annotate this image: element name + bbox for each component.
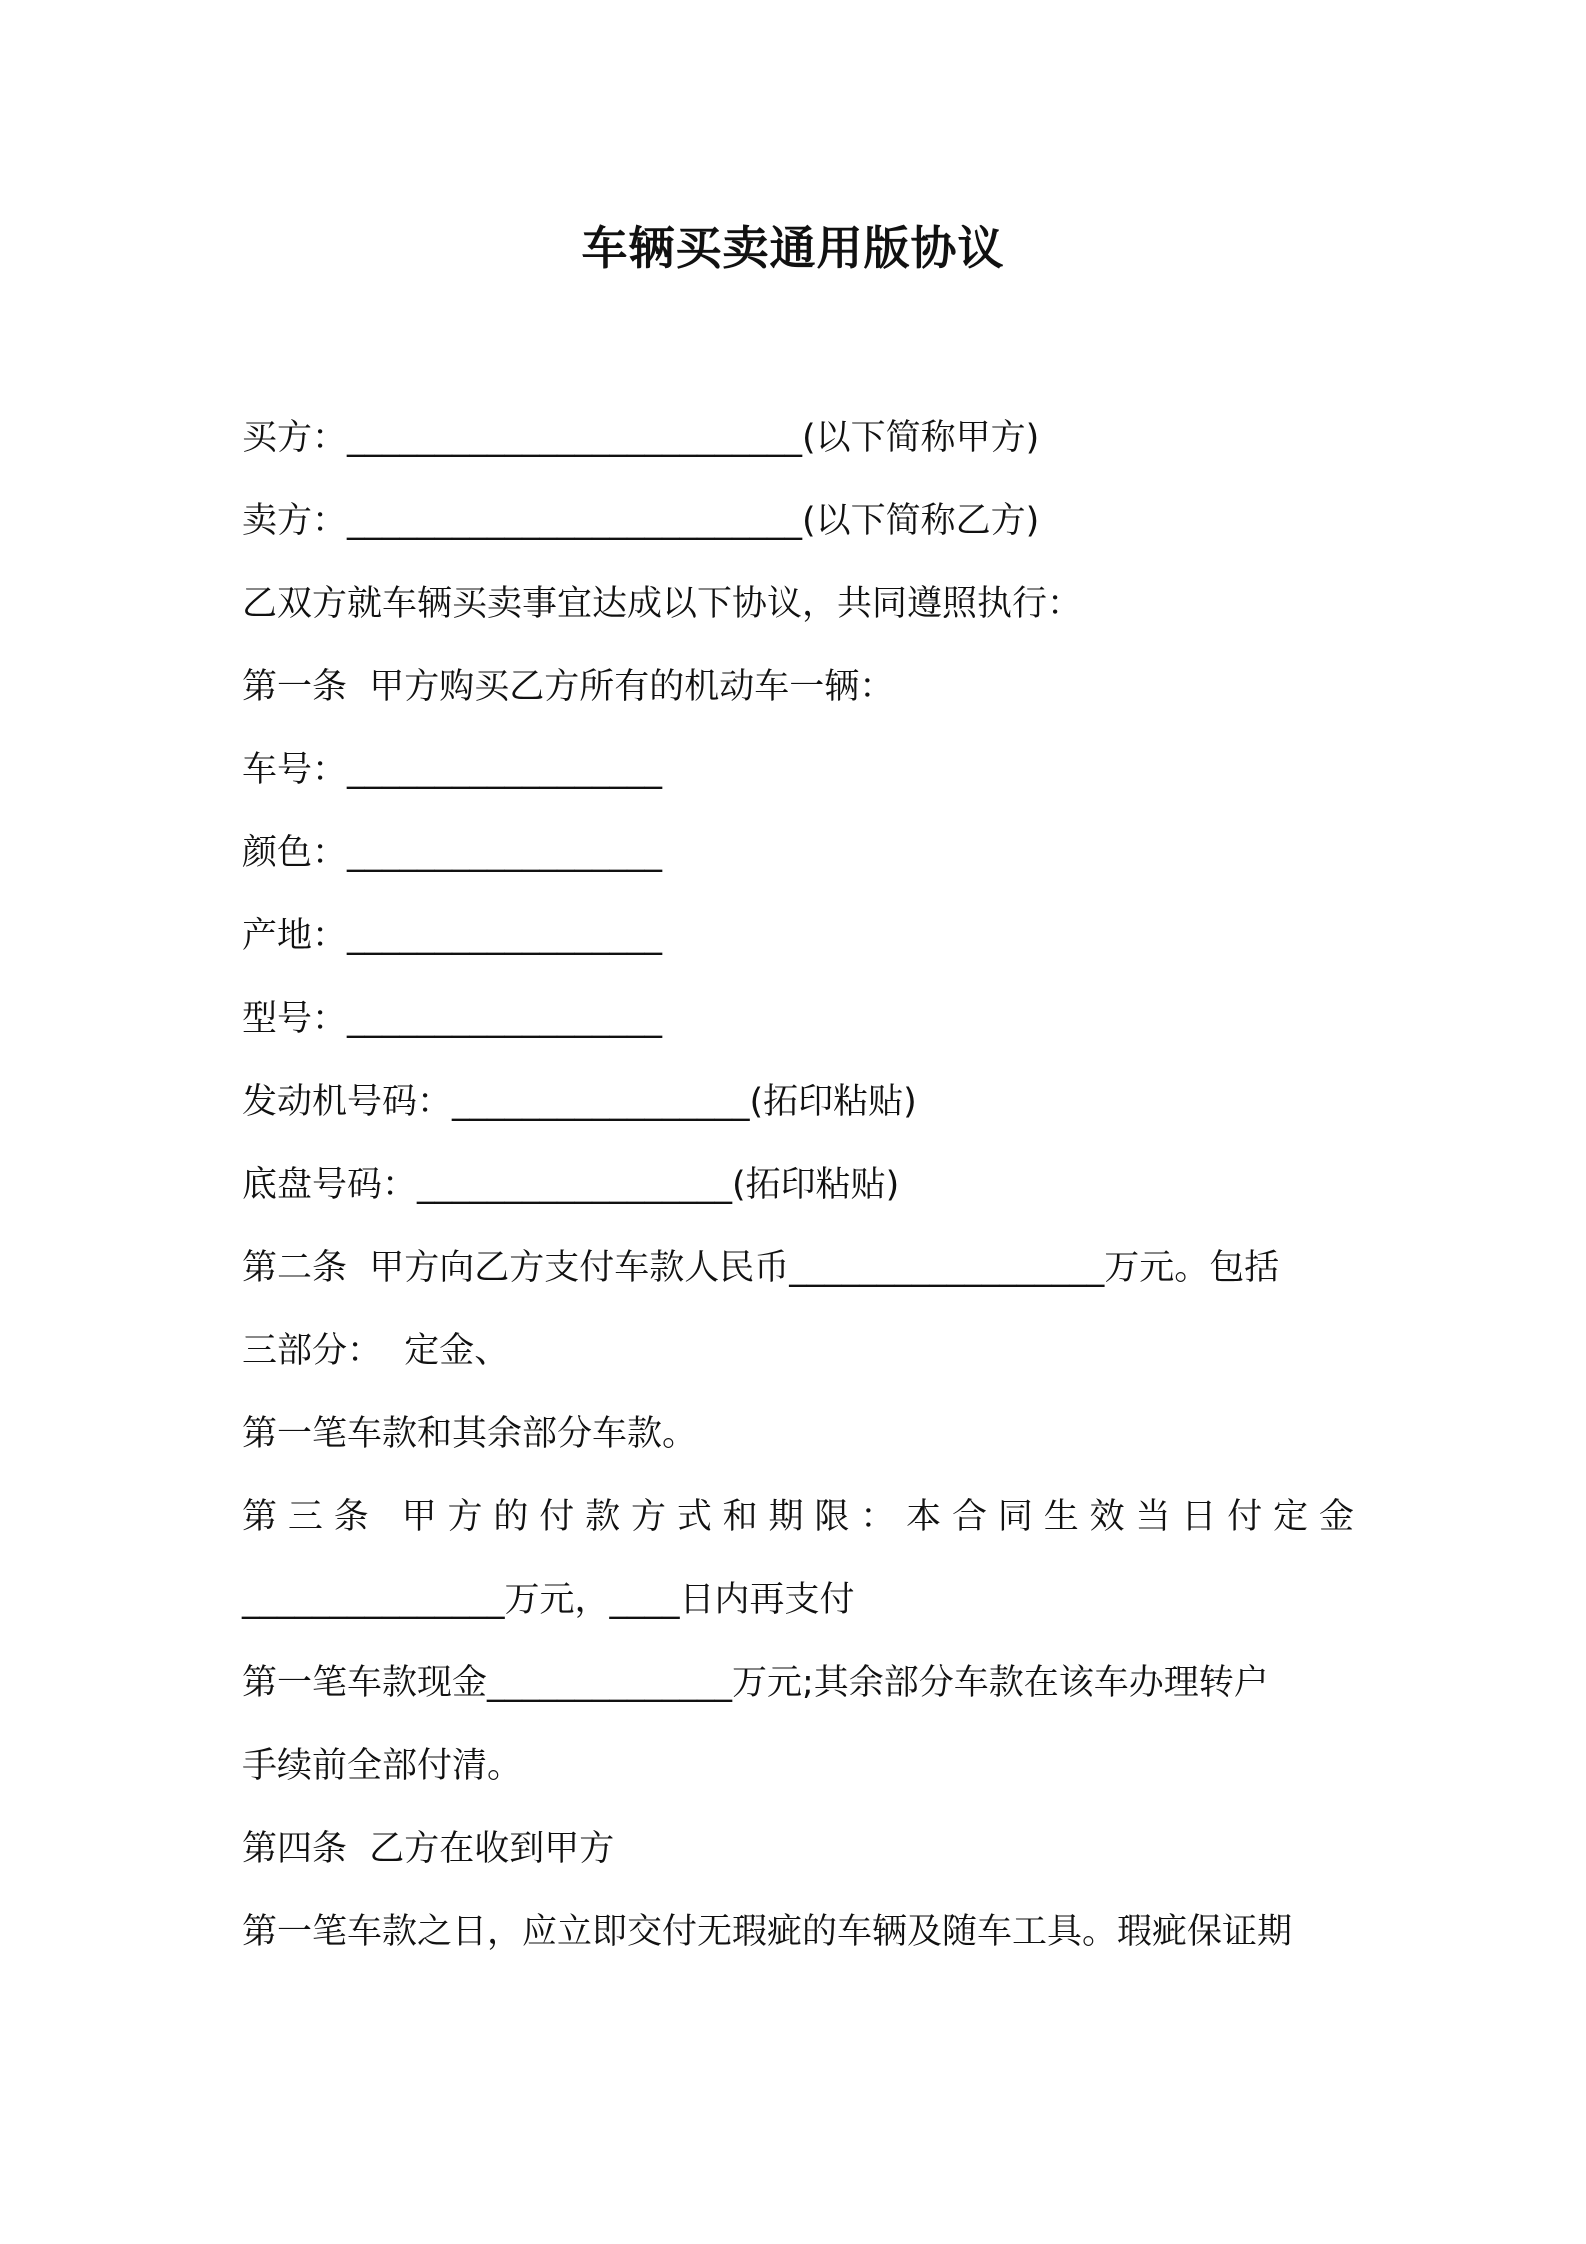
article-1-heading: 第一条 甲方购买乙方所有的机动车一辆： bbox=[242, 667, 895, 707]
article-2-line-3: 第一笔车款和其余部分车款。 bbox=[242, 1414, 698, 1454]
chassis-number-field: 底盘号码：__________________(拓印粘贴) bbox=[242, 1165, 900, 1205]
buyer-line: 买方：__________________________(以下简称甲方) bbox=[242, 418, 1040, 458]
article-3-line-2: _______________万元，____日内再支付 bbox=[242, 1580, 855, 1620]
article-3-line-1: 第三条 甲方的付款方式和期限：本合同生效当日付定金 bbox=[242, 1497, 1354, 1537]
agreement-intro: 乙双方就车辆买卖事宜达成以下协议，共同遵照执行： bbox=[242, 584, 1083, 624]
article-3-line-3: 第一笔车款现金______________万元;其余部分车款在该车办理转户 bbox=[242, 1663, 1269, 1703]
article-3-line-4: 手续前全部付清。 bbox=[242, 1746, 523, 1786]
document-title: 车辆买卖通用版协议 bbox=[581, 221, 1005, 275]
model-field: 型号：__________________ bbox=[242, 999, 663, 1039]
article-4-line-1: 第四条 乙方在收到甲方 bbox=[242, 1829, 615, 1869]
article-4-line-2: 第一笔车款之日，应立即交付无瑕疵的车辆及随车工具。瑕疵保证期 bbox=[242, 1912, 1293, 1952]
seller-line: 卖方：__________________________(以下简称乙方) bbox=[242, 501, 1040, 541]
plate-number-field: 车号：__________________ bbox=[242, 750, 663, 790]
engine-number-field: 发动机号码：_________________(拓印粘贴) bbox=[242, 1082, 917, 1122]
article-2-line-2: 三部分： 定金、 bbox=[242, 1331, 510, 1371]
article-2-line-1: 第二条 甲方向乙方支付车款人民币__________________万元。包括 bbox=[242, 1248, 1280, 1288]
origin-field: 产地：__________________ bbox=[242, 916, 663, 956]
color-field: 颜色：__________________ bbox=[242, 833, 663, 873]
